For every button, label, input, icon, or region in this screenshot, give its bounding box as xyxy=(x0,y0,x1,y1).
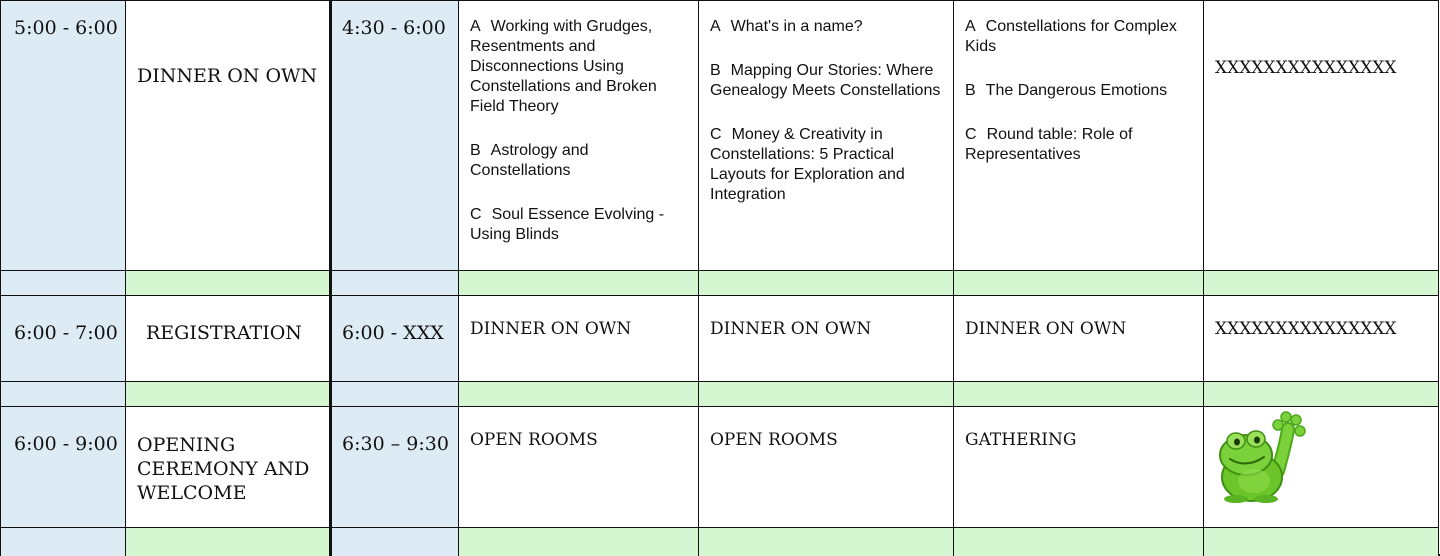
spacer-cell xyxy=(1203,381,1439,406)
session-cell xyxy=(458,406,698,527)
session-text: OPEN ROOMS xyxy=(470,430,598,450)
time-label: 6:00 - 9:00 xyxy=(14,433,118,455)
spacer-cell xyxy=(125,381,329,406)
session-cell xyxy=(698,295,953,381)
spacer-cell xyxy=(1203,527,1439,556)
event-cell xyxy=(125,295,329,381)
session-cell xyxy=(698,0,953,270)
session-cell xyxy=(953,406,1203,527)
time-cell xyxy=(329,0,458,270)
time-label: 4:30 - 6:00 xyxy=(342,17,446,39)
placeholder-cell xyxy=(1203,295,1439,381)
session-text: DINNER ON OWN xyxy=(470,319,632,339)
session-item: B The Dangerous Emotions xyxy=(965,82,1168,99)
spacer-cell xyxy=(125,527,329,556)
spacer-cell xyxy=(698,527,953,556)
session-cell xyxy=(458,0,698,270)
spacer-cell xyxy=(329,270,458,295)
spacer-cell xyxy=(0,527,125,556)
spacer-cell xyxy=(329,381,458,406)
event-label: REGISTRATION xyxy=(146,322,302,344)
spacer-cell xyxy=(125,270,329,295)
event-label: DINNER ON OWN xyxy=(137,65,318,87)
time-cell xyxy=(0,295,125,381)
placeholder-text: XXXXXXXXXXXXXXX xyxy=(1215,319,1397,339)
session-item: B Astrology and Constellations xyxy=(470,142,589,179)
event-cell xyxy=(125,406,329,527)
time-label: 6:00 - XXX xyxy=(342,322,444,344)
spacer-cell xyxy=(953,270,1203,295)
session-item: C Round table: Role of Representatives xyxy=(965,126,1133,163)
session-cell xyxy=(953,0,1203,270)
placeholder-text: XXXXXXXXXXXXXXX xyxy=(1215,58,1397,78)
time-cell xyxy=(0,406,125,527)
spacer-cell xyxy=(458,270,698,295)
session-text: DINNER ON OWN xyxy=(710,319,872,339)
time-cell xyxy=(0,0,125,270)
spacer-cell xyxy=(953,381,1203,406)
spacer-cell xyxy=(0,270,125,295)
spacer-cell xyxy=(329,527,458,556)
placeholder-cell xyxy=(1203,0,1439,270)
session-item: A Constellations for Complex Kids xyxy=(965,18,1177,55)
session-item: C Soul Essence Evolving -Using Blinds xyxy=(470,206,665,243)
session-cell xyxy=(698,406,953,527)
session-cell xyxy=(953,295,1203,381)
time-cell xyxy=(329,295,458,381)
session-item: A What's in a name? xyxy=(710,18,863,35)
spacer-cell xyxy=(0,381,125,406)
spacer-cell xyxy=(1203,270,1439,295)
spacer-cell xyxy=(458,527,698,556)
spacer-cell xyxy=(458,381,698,406)
session-text: DINNER ON OWN xyxy=(965,319,1127,339)
session-text: OPEN ROOMS xyxy=(710,430,838,450)
time-label: 6:00 - 7:00 xyxy=(14,322,118,344)
time-label: 6:30 – 9:30 xyxy=(342,433,449,455)
time-label: 5:00 - 6:00 xyxy=(14,17,118,39)
spacer-cell xyxy=(953,527,1203,556)
frog-cell xyxy=(1203,406,1439,527)
session-text: GATHERING xyxy=(965,430,1077,450)
session-item: A Working with Grudges, Resentments and Disconnections Using Constellations and Broken Field Theory xyxy=(470,18,657,115)
session-cell xyxy=(458,295,698,381)
waving-frog-icon xyxy=(1216,411,1306,503)
spacer-cell xyxy=(698,270,953,295)
session-item: B Mapping Our Stories: Where Genealogy Meets Constellations xyxy=(710,62,941,99)
event-label: OPENING CEREMONY AND WELCOME xyxy=(137,434,310,504)
event-cell xyxy=(125,0,329,270)
session-item: C Money & Creativity in Constellations: 5 Practical Layouts for Exploration and Integration xyxy=(710,126,905,203)
spacer-cell xyxy=(698,381,953,406)
time-cell xyxy=(329,406,458,527)
